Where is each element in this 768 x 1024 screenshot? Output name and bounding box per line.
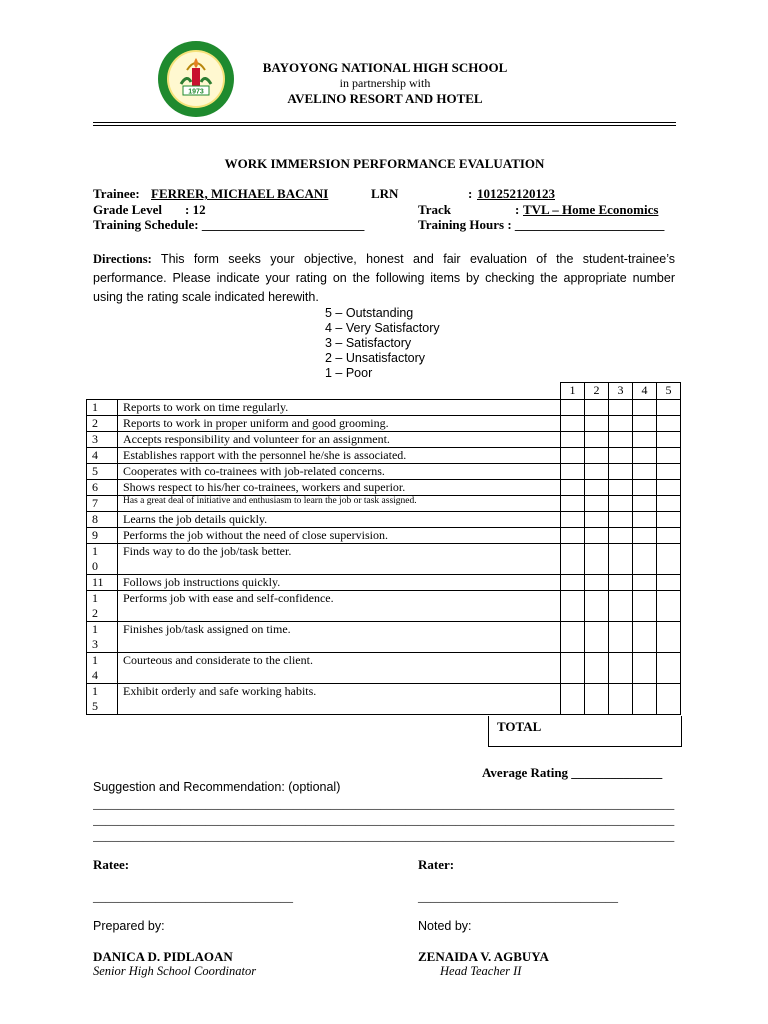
- rating-header: 2: [585, 383, 609, 400]
- rating-checkbox-4[interactable]: [633, 432, 657, 448]
- rating-checkbox-2[interactable]: [585, 684, 609, 715]
- item-number: 5: [87, 464, 118, 480]
- evaluation-row: [87, 432, 681, 448]
- rating-checkbox-3[interactable]: [609, 591, 633, 622]
- rating-checkbox-1[interactable]: [561, 528, 585, 544]
- lrn-colon: :: [468, 186, 473, 201]
- scale-item: 3 – Satisfactory: [325, 336, 412, 350]
- rating-checkbox-1[interactable]: [561, 653, 585, 684]
- evaluation-row: [87, 653, 681, 684]
- header-divider-2: [93, 125, 676, 126]
- item-number: 1 3: [87, 622, 118, 653]
- suggestion-line[interactable]: _____________________________________________________________________________________________: [93, 829, 675, 843]
- partner-name: AVELINO RESORT AND HOTEL: [287, 91, 483, 106]
- svg-text:1973: 1973: [188, 88, 204, 96]
- rating-checkbox-3[interactable]: [609, 544, 633, 575]
- item-text: Reports to work in proper uniform and good grooming.: [118, 416, 561, 432]
- rating-header: 5: [657, 383, 681, 400]
- rating-checkbox-1[interactable]: [561, 432, 585, 448]
- item-text: Performs job with ease and self-confidence.: [118, 591, 561, 622]
- item-number: 1 0: [87, 544, 118, 575]
- rating-checkbox-1[interactable]: [561, 448, 585, 464]
- rating-checkbox-5[interactable]: [657, 432, 681, 448]
- rating-checkbox-4[interactable]: [633, 622, 657, 653]
- rating-checkbox-5[interactable]: [657, 684, 681, 715]
- rating-checkbox-1[interactable]: [561, 684, 585, 715]
- item-number: 4: [87, 448, 118, 464]
- rater-signature-line[interactable]: ________________________________: [418, 890, 618, 904]
- total-label: TOTAL: [497, 719, 542, 734]
- suggestion-line[interactable]: _____________________________________________________________________________________________: [93, 797, 675, 811]
- directions: [93, 250, 675, 307]
- item-number: 11: [87, 575, 118, 591]
- scale-item: 2 – Unsatisfactory: [325, 351, 426, 365]
- rating-header-row: [87, 383, 681, 400]
- training-schedule: Training Schedule: _________________________: [93, 217, 365, 232]
- prepared-by-label: Prepared by:: [93, 919, 165, 933]
- item-number: 8: [87, 512, 118, 528]
- ratee-signature-line[interactable]: ________________________________: [93, 890, 293, 904]
- evaluation-row: [87, 544, 681, 575]
- rating-checkbox-1[interactable]: [561, 464, 585, 480]
- rating-checkbox-2[interactable]: [585, 544, 609, 575]
- evaluation-row: [87, 591, 681, 622]
- prepared-title: Senior High School Coordinator: [93, 964, 257, 978]
- item-text: Has a great deal of initiative and enthusiasm to learn the job or task assigned.: [118, 496, 561, 512]
- rating-checkbox-2[interactable]: [585, 400, 609, 416]
- suggestion-line[interactable]: _____________________________________________________________________________________________: [93, 813, 675, 827]
- rating-checkbox-2[interactable]: [585, 496, 609, 512]
- rating-checkbox-4[interactable]: [633, 448, 657, 464]
- evaluation-table: [86, 382, 681, 715]
- training-hours: Training Hours : _______________________: [418, 217, 665, 232]
- trainee-value: FERRER, MICHAEL BACANI: [151, 186, 329, 201]
- form-title: WORK IMMERSION PERFORMANCE EVALUATION: [224, 156, 545, 171]
- rating-checkbox-4[interactable]: [633, 400, 657, 416]
- suggestion-label: Suggestion and Recommendation: (optional): [93, 780, 341, 794]
- total-box: [488, 716, 682, 747]
- rating-checkbox-5[interactable]: [657, 480, 681, 496]
- rating-checkbox-5[interactable]: [657, 575, 681, 591]
- rating-checkbox-3[interactable]: [609, 480, 633, 496]
- track-value: TVL – Home Economics: [523, 202, 659, 217]
- rating-checkbox-1[interactable]: [561, 512, 585, 528]
- rating-checkbox-3[interactable]: [609, 653, 633, 684]
- trainee-label: Trainee:: [93, 186, 140, 201]
- item-text: Performs the job without the need of close supervision.: [118, 528, 561, 544]
- evaluation-row: [87, 464, 681, 480]
- rating-checkbox-2[interactable]: [585, 416, 609, 432]
- school-name: BAYOYONG NATIONAL HIGH SCHOOL: [262, 60, 508, 75]
- item-number: 6: [87, 480, 118, 496]
- item-text: Finishes job/task assigned on time.: [118, 622, 561, 653]
- noted-by-label: Noted by:: [418, 919, 472, 933]
- track-label: Track: [418, 202, 451, 217]
- noted-title: Head Teacher II: [440, 964, 522, 978]
- item-number: 7: [87, 496, 118, 512]
- evaluation-row: [87, 496, 681, 512]
- rating-checkbox-5[interactable]: [657, 544, 681, 575]
- rating-checkbox-3[interactable]: [609, 496, 633, 512]
- rating-checkbox-5[interactable]: [657, 528, 681, 544]
- rating-checkbox-4[interactable]: [633, 653, 657, 684]
- rating-checkbox-5[interactable]: [657, 622, 681, 653]
- rating-checkbox-2[interactable]: [585, 480, 609, 496]
- item-text: Accepts responsibility and volunteer for an assignment.: [118, 432, 561, 448]
- rating-checkbox-5[interactable]: [657, 400, 681, 416]
- item-text: Finds way to do the job/task better.: [118, 544, 561, 575]
- rating-checkbox-4[interactable]: [633, 575, 657, 591]
- evaluation-row: [87, 575, 681, 591]
- rating-checkbox-4[interactable]: [633, 684, 657, 715]
- rating-checkbox-1[interactable]: [561, 416, 585, 432]
- rater-label: Rater:: [418, 857, 455, 872]
- evaluation-row: [87, 528, 681, 544]
- rating-checkbox-5[interactable]: [657, 416, 681, 432]
- item-text: Reports to work on time regularly.: [118, 400, 561, 416]
- rating-checkbox-1[interactable]: [561, 544, 585, 575]
- rating-checkbox-3[interactable]: [609, 528, 633, 544]
- item-text: Establishes rapport with the personnel he/she is associated.: [118, 448, 561, 464]
- evaluation-row: [87, 512, 681, 528]
- rating-header: 1: [561, 383, 585, 400]
- item-number: 1 4: [87, 653, 118, 684]
- rating-checkbox-3[interactable]: [609, 512, 633, 528]
- rating-checkbox-1[interactable]: [561, 591, 585, 622]
- evaluation-row: [87, 480, 681, 496]
- rating-checkbox-2[interactable]: [585, 448, 609, 464]
- item-number: 1 2: [87, 591, 118, 622]
- rating-checkbox-3[interactable]: [609, 416, 633, 432]
- rating-checkbox-2[interactable]: [585, 528, 609, 544]
- item-number: 9: [87, 528, 118, 544]
- rating-checkbox-1[interactable]: [561, 575, 585, 591]
- rating-checkbox-4[interactable]: [633, 528, 657, 544]
- item-text: Cooperates with co-trainees with job-related concerns.: [118, 464, 561, 480]
- item-number: 1: [87, 400, 118, 416]
- directions-text: This form seeks your objective, honest and fair evaluation of the student-trainee’s performance. Please indicate your rating on the following items by checking the appropriate number using the rating scale indicated herewith.: [93, 252, 675, 304]
- rating-scale: [325, 306, 440, 381]
- scale-item: 5 – Outstanding: [325, 306, 414, 320]
- item-number: 1 5: [87, 684, 118, 715]
- track-colon: :: [515, 202, 520, 217]
- item-text: Shows respect to his/her co-trainees, workers and superior.: [118, 480, 561, 496]
- rating-checkbox-4[interactable]: [633, 416, 657, 432]
- rating-checkbox-3[interactable]: [609, 684, 633, 715]
- item-text: Learns the job details quickly.: [118, 512, 561, 528]
- noted-name: ZENAIDA V. AGBUYA: [418, 949, 549, 964]
- header-divider: [93, 122, 676, 123]
- scale-item: 1 – Poor: [325, 366, 373, 380]
- rating-checkbox-1[interactable]: [561, 622, 585, 653]
- item-text: Courteous and considerate to the client.: [118, 653, 561, 684]
- rating-checkbox-1[interactable]: [561, 480, 585, 496]
- evaluation-row: [87, 622, 681, 653]
- ratee-label: Ratee:: [93, 857, 130, 872]
- rating-checkbox-2[interactable]: [585, 653, 609, 684]
- item-number: 2: [87, 416, 118, 432]
- evaluation-row: [87, 448, 681, 464]
- item-text: Follows job instructions quickly.: [118, 575, 561, 591]
- rating-checkbox-4[interactable]: [633, 512, 657, 528]
- item-number: 3: [87, 432, 118, 448]
- prepared-name: DANICA D. PIDLAOAN: [93, 949, 233, 964]
- rating-checkbox-5[interactable]: [657, 464, 681, 480]
- item-text: Exhibit orderly and safe working habits.: [118, 684, 561, 715]
- evaluation-row: [87, 400, 681, 416]
- rating-checkbox-1[interactable]: [561, 496, 585, 512]
- rating-checkbox-5[interactable]: [657, 448, 681, 464]
- directions-label: Directions:: [93, 252, 152, 266]
- rating-checkbox-2[interactable]: [585, 575, 609, 591]
- rating-checkbox-4[interactable]: [633, 480, 657, 496]
- grade-level-value: : 12: [185, 202, 206, 217]
- rating-checkbox-4[interactable]: [633, 464, 657, 480]
- rating-checkbox-4[interactable]: [633, 496, 657, 512]
- rating-checkbox-2[interactable]: [585, 512, 609, 528]
- rating-checkbox-3[interactable]: [609, 432, 633, 448]
- rating-checkbox-2[interactable]: [585, 591, 609, 622]
- rating-checkbox-2[interactable]: [585, 464, 609, 480]
- rating-checkbox-3[interactable]: [609, 622, 633, 653]
- scale-item: 4 – Very Satisfactory: [325, 321, 440, 335]
- lrn-value: 101252120123: [477, 186, 555, 201]
- lrn-label: LRN: [371, 186, 399, 201]
- rating-checkbox-3[interactable]: [609, 464, 633, 480]
- rating-checkbox-4[interactable]: [633, 544, 657, 575]
- rating-checkbox-5[interactable]: [657, 496, 681, 512]
- rating-checkbox-5[interactable]: [657, 591, 681, 622]
- rating-checkbox-3[interactable]: [609, 400, 633, 416]
- evaluation-row: [87, 684, 681, 715]
- average-rating: Average Rating ______________: [482, 765, 663, 780]
- rating-header: 3: [609, 383, 633, 400]
- rating-checkbox-2[interactable]: [585, 622, 609, 653]
- rating-checkbox-5[interactable]: [657, 653, 681, 684]
- grade-level-label: Grade Level: [93, 202, 162, 217]
- rating-checkbox-3[interactable]: [609, 448, 633, 464]
- rating-checkbox-2[interactable]: [585, 432, 609, 448]
- partnership-text: in partnership with: [339, 76, 431, 90]
- rating-checkbox-5[interactable]: [657, 512, 681, 528]
- rating-checkbox-1[interactable]: [561, 400, 585, 416]
- rating-checkbox-3[interactable]: [609, 575, 633, 591]
- rating-header: 4: [633, 383, 657, 400]
- evaluation-row: [87, 416, 681, 432]
- rating-checkbox-4[interactable]: [633, 591, 657, 622]
